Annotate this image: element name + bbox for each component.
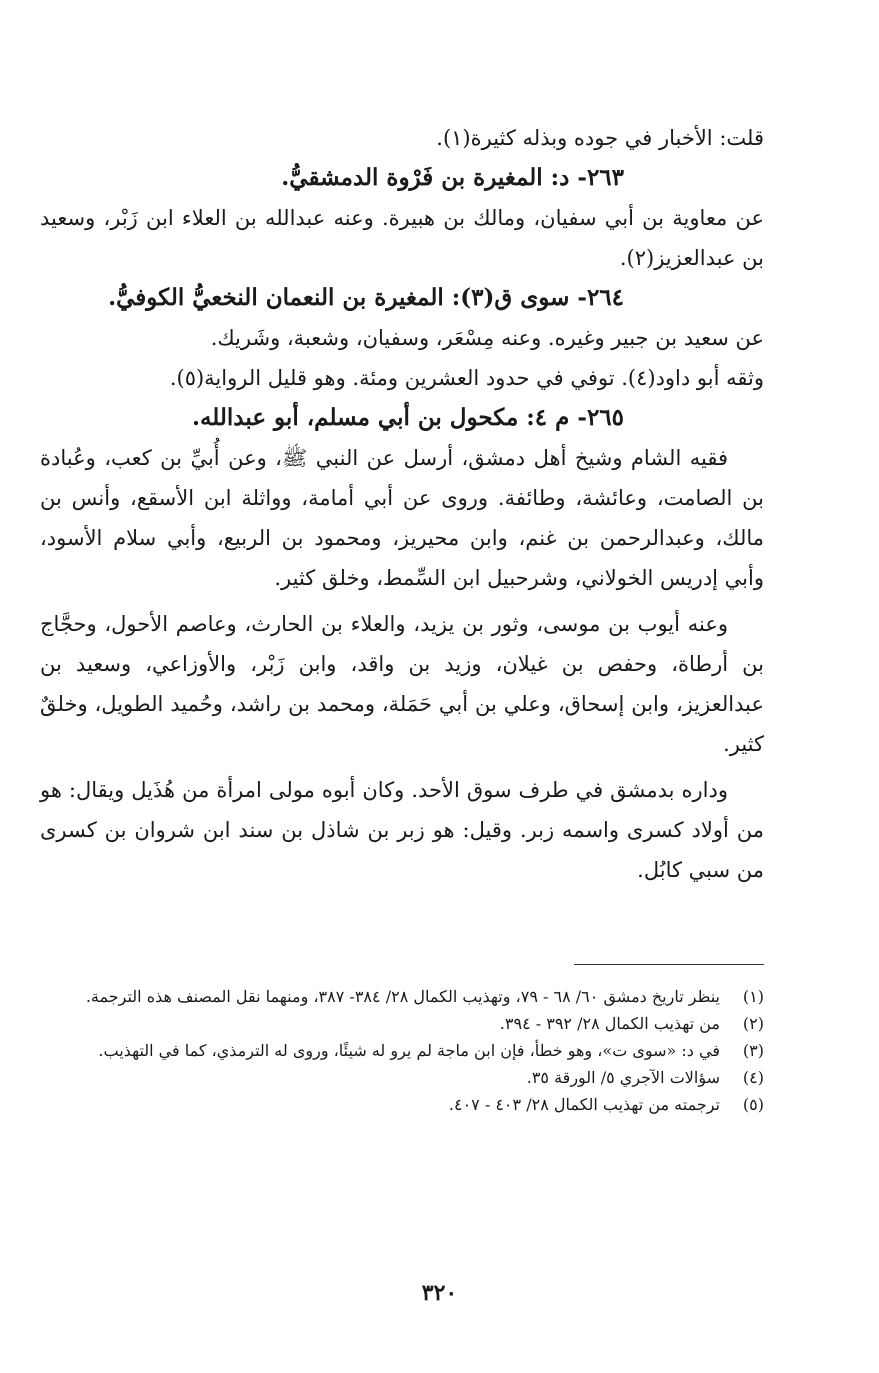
- footnote-number: (٢): [742, 1014, 764, 1033]
- paragraph-265-students: وعنه أيوب بن موسى، وثور بن يزيد، والعلاء بن الحارث، وعاصم الأحول، وحجَّاج بن أرطاة، وحفص بن غيلان، وزيد بن واقد، وابن زَبْر، والأوزاعي، وسعيد بن عبدالعزيز، وابن إسحاق، وعلي بن أبي حَمَلة، ومحمد بن راشد، وحُميد الطويل، وخلقٌ كثير.: [40, 612, 764, 756]
- footnote-4: [40, 1064, 764, 1091]
- footnote-text: سؤالات الآجري ٥/ الورقة ٣٥.: [526, 1068, 720, 1087]
- footnote-2: [40, 1010, 764, 1037]
- footnote-text: من تهذيب الكمال ٢٨/ ٣٩٢ - ٣٩٤.: [499, 1014, 720, 1033]
- paragraph-quote: قلت: الأخبار في جوده وبذله كثيرة(١).: [436, 126, 764, 150]
- main-text: [40, 118, 764, 890]
- paragraph-265-teachers: فقيه الشام وشيخ أهل دمشق، أرسل عن النبي ﷺ، وعن أُبيِّ بن كعب، وعُبادة بن الصامت، وعائشة، وطائفة. وروى عن أبي أمامة، وواثلة ابن الأسقع، وأنس بن مالك، وعبدالرحمن بن غنم، وابن محيريز، ومحمود بن الربيع، وأبي سلام الأسود، وأبي إدريس الخولاني، وشرحبيل ابن السِّمط، وخلق كثير.: [40, 446, 764, 590]
- footnotes: [40, 983, 764, 1118]
- footnote-text: ترجمته من تهذيب الكمال ٢٨/ ٤٠٣ - ٤٠٧.: [448, 1095, 720, 1114]
- paragraph-264-narrators: عن سعيد بن جبير وغيره. وعنه مِسْعَر، وسفيان، وشعبة، وشَريك.: [210, 326, 764, 350]
- footnote-1: [40, 983, 764, 1010]
- footnote-text: ينظر تاريخ دمشق ٦٠/ ٦٨ - ٧٩، وتهذيب الكمال ٢٨/ ٣٨٤- ٣٨٧، ومنهما نقل المصنف هذه الترجمة.: [85, 987, 720, 1006]
- footnote-number: (١): [742, 987, 764, 1006]
- footnote-number: (٣): [742, 1041, 764, 1060]
- entry-heading-263: ٢٦٣- د: المغيرة بن فَرْوة الدمشقيُّ.: [281, 164, 624, 191]
- page-number: ٣٢٠: [421, 1280, 458, 1306]
- entry-heading-264: ٢٦٤- سوى ق(٣): المغيرة بن النعمان النخعيُّ الكوفيُّ.: [108, 284, 624, 311]
- paragraph-264-grading: وثقه أبو داود(٤). توفي في حدود العشرين ومئة. وهو قليل الرواية(٥).: [169, 366, 764, 390]
- entry-heading-265: ٢٦٥- م ٤: مكحول بن أبي مسلم، أبو عبدالله.: [191, 404, 624, 431]
- footnote-number: (٤): [742, 1068, 764, 1087]
- footnote-divider: [574, 964, 764, 965]
- footnote-number: (٥): [742, 1095, 764, 1114]
- paragraph-263: عن معاوية بن أبي سفيان، ومالك بن هبيرة. وعنه عبدالله بن العلاء ابن زَبْر، وسعيد بن عبدالعزيز(٢).: [40, 206, 764, 270]
- footnote-3: [40, 1037, 764, 1064]
- footnote-text: في د: «سوى ت»، وهو خطأ، فإن ابن ماجة لم يرو له شيئًا، وروى له الترمذي، كما في التهذيب.: [98, 1041, 720, 1060]
- paragraph-265-origin: وداره بدمشق في طرف سوق الأحد. وكان أبوه مولى امرأة من هُذَيل ويقال: هو من أولاد كسرى واسمه زبر. وقيل: هو زبر بن شاذل بن سند ابن شروان بن كسرى من سبي كابُل.: [40, 778, 764, 882]
- footnote-5: [40, 1091, 764, 1118]
